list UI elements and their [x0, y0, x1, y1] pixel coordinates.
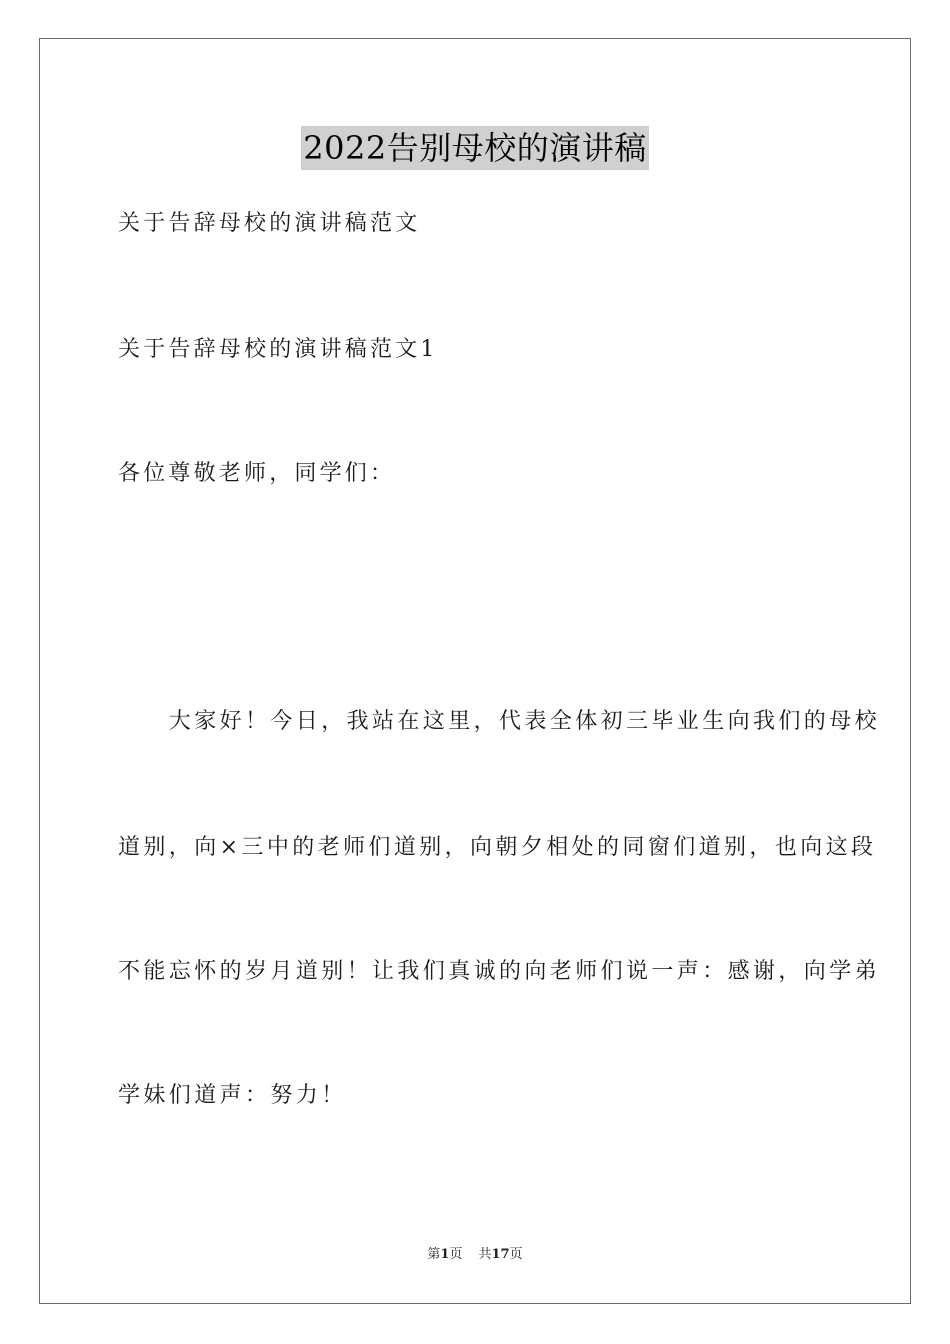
paragraph-line-3: 不能忘怀的岁月道别！让我们真诚的向老师们说一声：感谢，向学弟	[118, 959, 881, 984]
page-suffix: 页	[449, 1247, 463, 1262]
salutation: 各位尊敬老师，同学们：	[118, 461, 396, 486]
paragraph-line-4: 学妹们道声：努力！	[118, 1083, 347, 1108]
total-suffix: 页	[509, 1247, 523, 1262]
total-prefix: 共	[478, 1247, 492, 1262]
page-total: 17	[491, 1247, 510, 1262]
paragraph-line-1: 大家好！今日，我站在这里，代表全体初三毕业生向我们的母校	[118, 709, 881, 734]
subtitle-line: 关于告辞母校的演讲稿范文	[118, 211, 421, 236]
page-current: 1	[440, 1247, 450, 1262]
paragraph-line-2: 道别，向×三中的老师们道别，向朝夕相处的同窗们道别，也向这段	[118, 835, 877, 860]
page-prefix: 第	[427, 1247, 441, 1262]
title-container	[0, 126, 950, 170]
document-title: 2022告别母校的演讲稿	[301, 126, 648, 170]
page-footer	[0, 1246, 950, 1264]
section-heading: 关于告辞母校的演讲稿范文1	[118, 337, 438, 362]
